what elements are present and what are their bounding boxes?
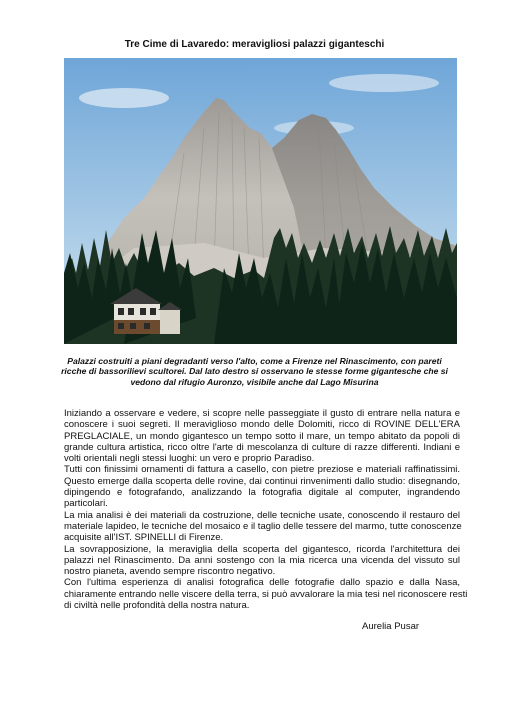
body-line: Tutti con finissimi ornamenti di fattura a casello, con pietre preziose e materiali raffinatissimi. [64,464,460,476]
caption-line: ricche di bassorilievi scultorei. Dal lato destro si osservano le stesse forme gigantesche che si [61,366,448,377]
body-line: Iniziando a osservare e vedere, si scopre nelle passeggiate il gusto di entrare nella natura e [64,408,460,419]
author-signature: Aurelia Pusar [362,621,420,632]
photo-caption [54,356,455,387]
body-line: dipingendo e fotografando, analizzando la fotografia digitale al computer, ingrandendo [64,487,460,499]
mountain-photo [64,58,457,344]
body-paragraphs [64,408,468,612]
body-line: volti orientali negli stessi luoghi: un vero e proprio Paradiso. [64,453,315,465]
body-line: PREGLACIALE, un mondo gigantesco un tempo sotto il mare, un tempo abitato da popoli di [64,430,460,442]
body-line: di civiltà nelle profondità della nostra natura. [64,600,250,612]
body-line: conoscere i suoi segreti. Il meraviglioso mondo delle Dolomiti, ricco di ROVINE DELL'ERA [64,419,460,431]
tre-cime-mountain-image [64,58,457,344]
body-line: particolari. [64,498,108,510]
body-line: grande cultura artistica, ricco oltre l'arte di mescolanza di culture di razze differenti. Indiani e [64,441,460,453]
body-line: nostro pianeta, avendo sempre riscontro negativo. [64,566,276,578]
body-line: La sovrapposizione, la meraviglia della scoperta del gigantesco, ricorda l'architettura dei [64,543,460,555]
body-line: Con l'ultima esperienza di analisi fotografica delle fotografie dallo spazio e dalla Nasa, [64,577,460,589]
body-line: acquisite all'IST. SPINELLI di Firenze. [64,532,224,544]
body-line: chiaramente entrando nelle viscere della terra, si può avvalorare la mia tesi nel riconoscere resti [64,588,468,600]
body-line: palazzi nel Rinascimento. Da anni sostengo con la mia ricerca una vicenda del vissuto sul [64,554,460,566]
body-line: La mia analisi è dei materiali da costruzione, delle tecniche usate, conoscendo il restauro del [64,509,460,521]
body-line: Questo emerge dalla scoperta delle rovine, dai continui rinvenimenti dallo studio: disegnando, [64,475,460,487]
caption-line: Palazzi costruiti a piani degradanti verso l'alto, come a Firenze nel Rinascimento, con pareti [67,356,442,366]
page-title: Tre Cime di Lavaredo: meravigliosi palazzi giganteschi [124,39,385,50]
caption-line: vedono dal rifugio Auronzo, visibile anche dal Lago Misurina [130,376,379,387]
body-line: materiale lapideo, le tecniche del mosaico e il taglio delle tessere del marmo, tutte conoscenze [64,520,462,532]
